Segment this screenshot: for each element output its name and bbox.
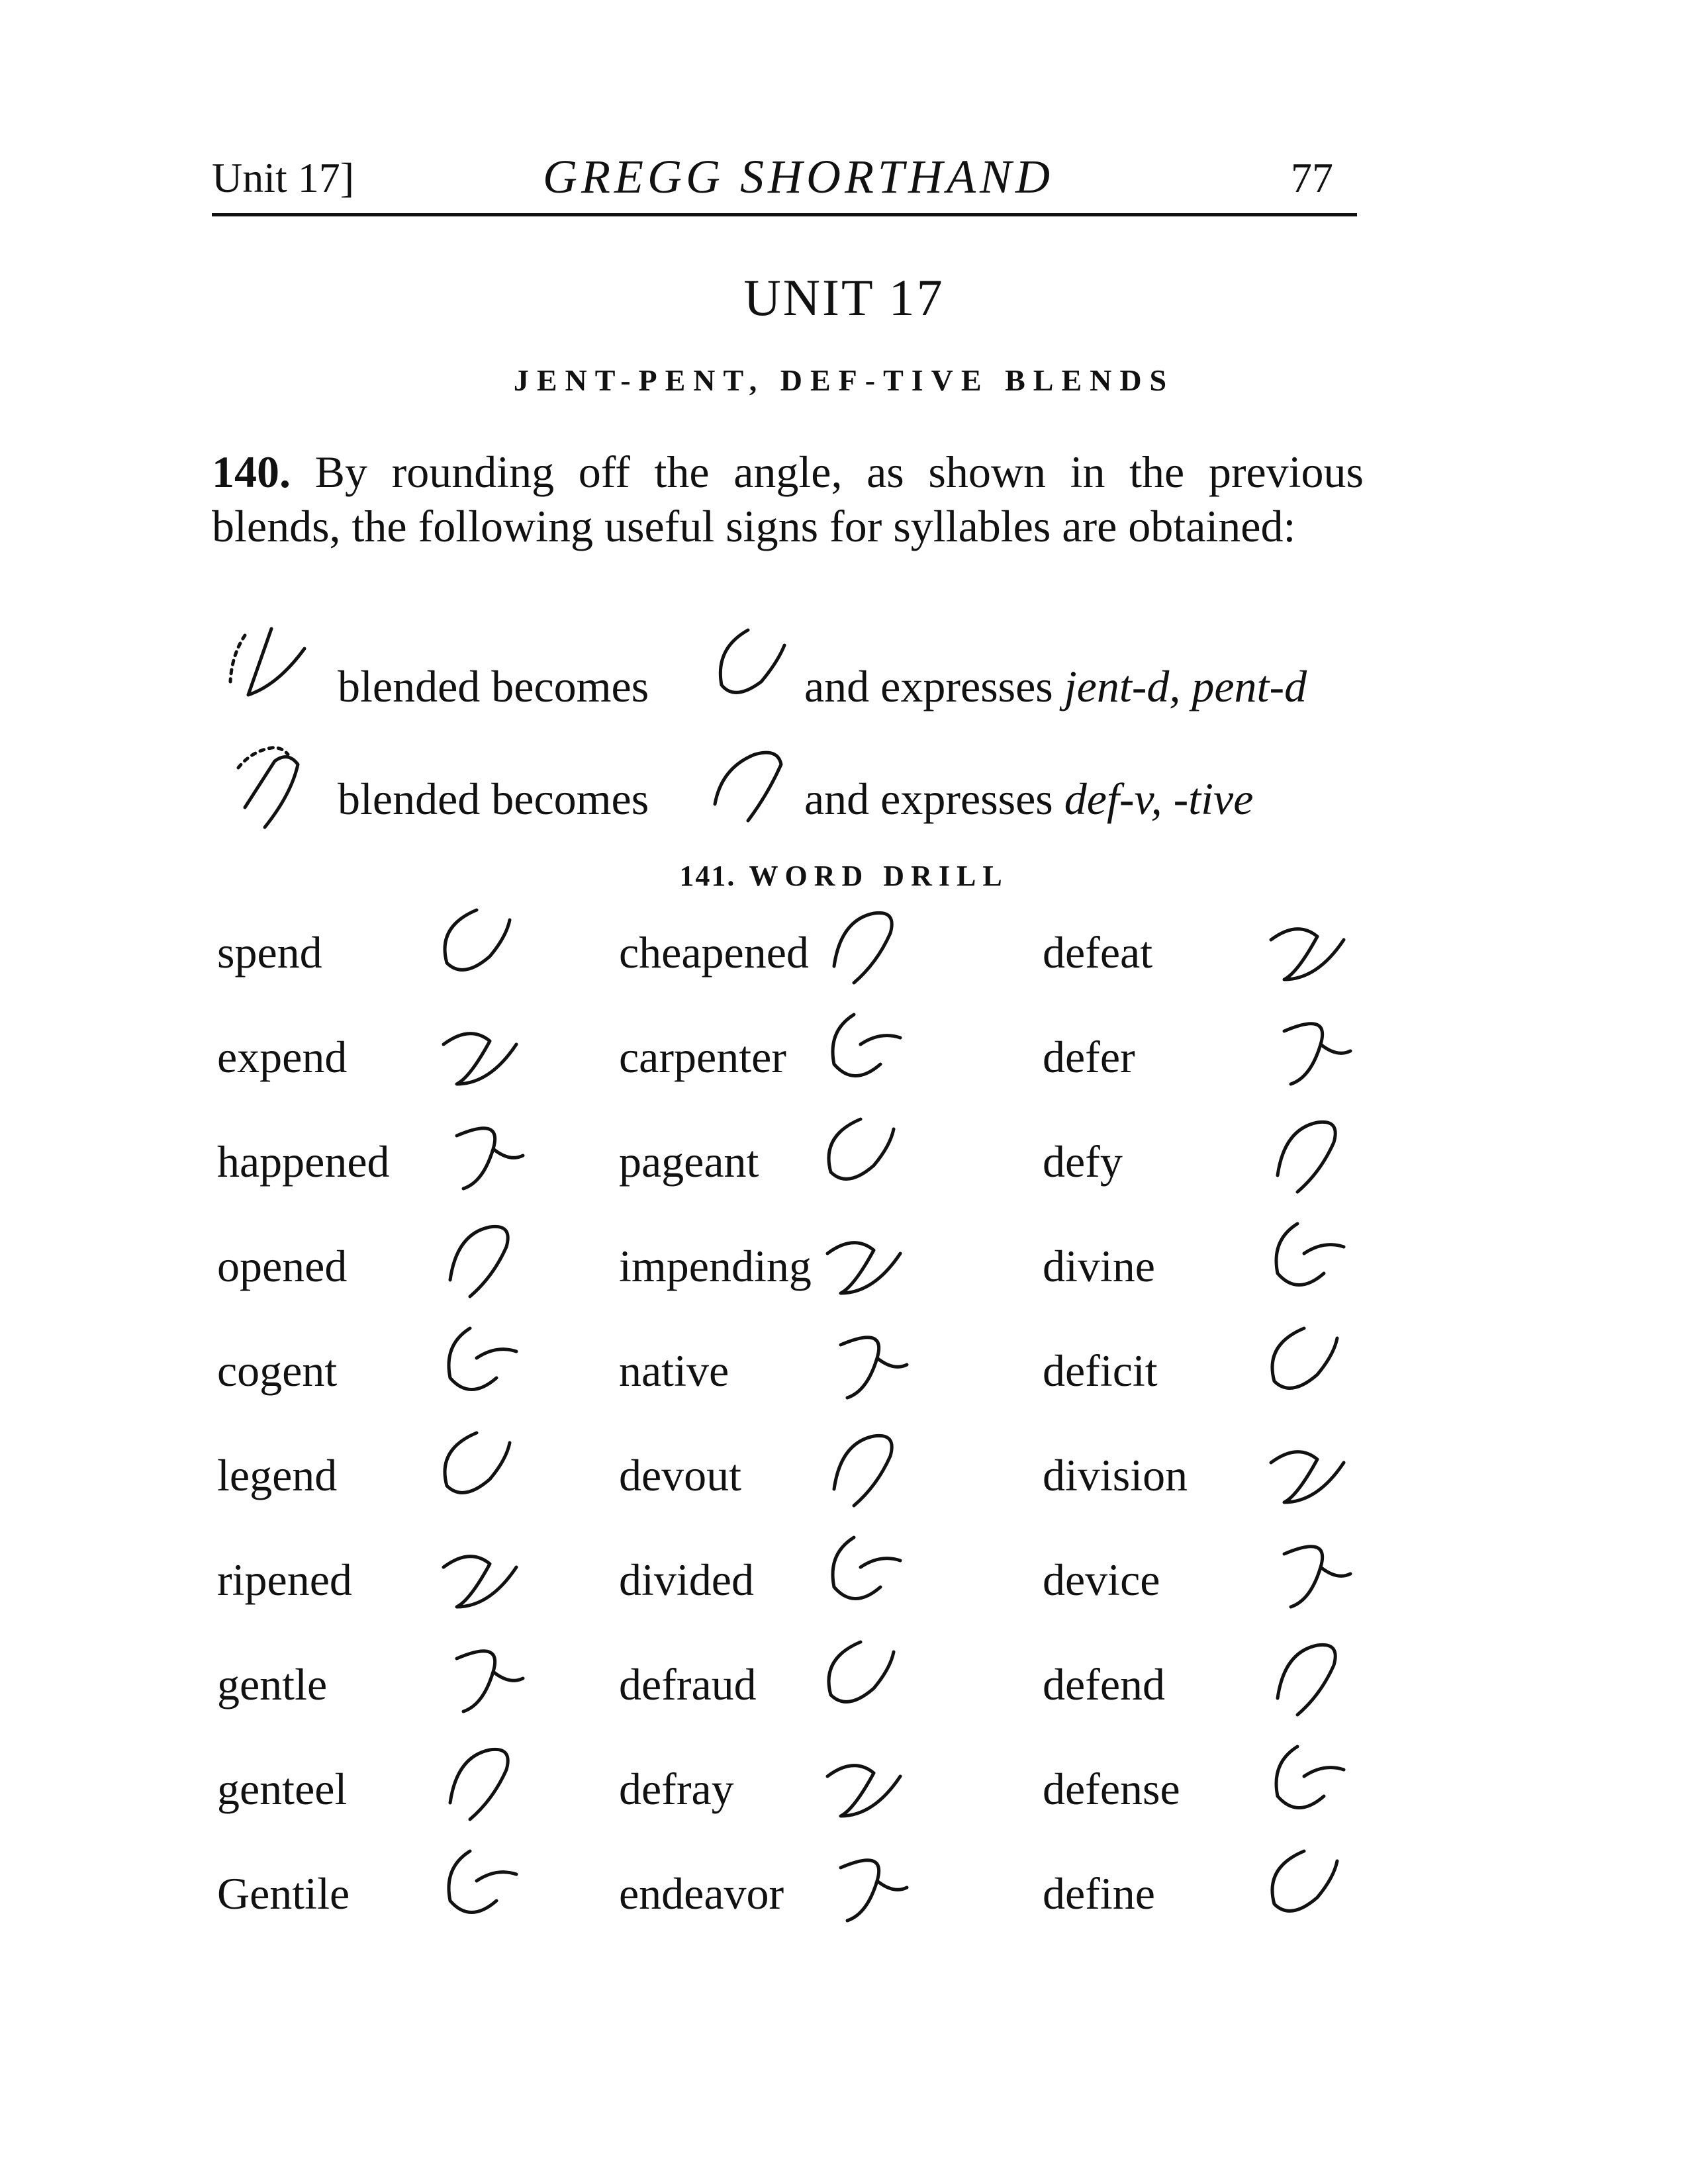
drill-word: defeat [1043, 927, 1153, 978]
drill-word: defy [1043, 1136, 1123, 1187]
drill-word: division [1043, 1450, 1188, 1500]
drill-word: Gentile [217, 1868, 350, 1919]
word-drill-heading [0, 859, 1688, 893]
drill-word: gentle [217, 1659, 328, 1709]
unit-subtitle: JENT-PENT, DEF-TIVE BLENDS [513, 363, 1175, 397]
shorthand-outline-icon [1258, 1109, 1364, 1202]
blend-row-jent [212, 622, 1377, 721]
shorthand-outline-icon [430, 1214, 536, 1306]
section-140-paragraph [212, 445, 1364, 553]
jent-blended-shorthand-icon [702, 622, 794, 708]
drill-word: genteel [217, 1764, 348, 1814]
blend-row-def [212, 735, 1377, 834]
jent-unblended-shorthand-icon [218, 622, 318, 715]
shorthand-outline-icon [430, 900, 536, 993]
shorthand-outline-icon [1258, 1423, 1364, 1516]
def-unblended-shorthand-icon [218, 735, 318, 834]
shorthand-outline-icon [814, 1841, 920, 1934]
section-text: By rounding off the angle, as shown in the previous blends, the following useful signs for syllables are obtained: [212, 447, 1364, 551]
shorthand-outline-icon [814, 1109, 920, 1202]
shorthand-outline-icon [1258, 1841, 1364, 1934]
drill-word: defray [619, 1764, 734, 1814]
drill-title: WORD DRILL [749, 860, 1009, 892]
shorthand-outline-icon [814, 900, 920, 993]
shorthand-outline-icon [430, 1841, 536, 1934]
drill-word: define [1043, 1868, 1155, 1919]
shorthand-outline-icon [1258, 1005, 1364, 1097]
shorthand-outline-icon [430, 1423, 536, 1516]
drill-word: carpenter [619, 1032, 786, 1082]
shorthand-outline-icon [1258, 1737, 1364, 1829]
blend-value: def-v, -tive [1064, 774, 1254, 824]
shorthand-outline-icon [1258, 1318, 1364, 1411]
shorthand-outline-icon [1258, 1214, 1364, 1306]
unit-title: UNIT 17 [743, 269, 945, 326]
def-blended-shorthand-icon [702, 741, 801, 827]
drill-word: endeavor [619, 1868, 784, 1919]
header-rule [212, 213, 1357, 216]
page-number: 77 [1291, 154, 1333, 201]
drill-word: defer [1043, 1032, 1135, 1082]
shorthand-outline-icon [1258, 1632, 1364, 1725]
section-number: 141. [679, 860, 736, 892]
shorthand-outline-icon [814, 1005, 920, 1097]
shorthand-outline-icon [814, 1318, 920, 1411]
shorthand-outline-icon [430, 1632, 536, 1725]
drill-word: devout [619, 1450, 742, 1500]
blend-value: jent-d, pent-d [1064, 661, 1307, 711]
drill-word: defraud [619, 1659, 757, 1709]
shorthand-outline-icon [814, 1737, 920, 1829]
shorthand-outline-icon [814, 1214, 920, 1306]
drill-word: device [1043, 1555, 1160, 1605]
section-number: 140. [212, 447, 291, 497]
running-head-unit: Unit 17] [212, 154, 355, 201]
shorthand-outline-icon [430, 1527, 536, 1620]
drill-word: expend [217, 1032, 348, 1082]
drill-word: cheapened [619, 927, 809, 978]
drill-word: defend [1043, 1659, 1166, 1709]
drill-word: happened [217, 1136, 390, 1187]
drill-word: divine [1043, 1241, 1155, 1291]
shorthand-outline-icon [814, 1423, 920, 1516]
shorthand-outline-icon [814, 1632, 920, 1725]
drill-word: opened [217, 1241, 348, 1291]
drill-word: spend [217, 927, 322, 978]
drill-word: divided [619, 1555, 754, 1605]
shorthand-outline-icon [814, 1527, 920, 1620]
shorthand-outline-icon [1258, 900, 1364, 993]
drill-word: native [619, 1345, 729, 1396]
blend-label: blended becomes [338, 661, 649, 711]
shorthand-outline-icon [430, 1737, 536, 1829]
drill-word: impending [619, 1241, 812, 1291]
drill-word: defense [1043, 1764, 1180, 1814]
drill-word: cogent [217, 1345, 338, 1396]
drill-word: pageant [619, 1136, 759, 1187]
blend-label: blended becomes [338, 774, 649, 824]
blend-expresses: and expresses def-v, -tive [804, 774, 1254, 824]
blend-expresses: and expresses jent-d, pent-d [804, 661, 1307, 711]
shorthand-outline-icon [430, 1109, 536, 1202]
drill-word: deficit [1043, 1345, 1158, 1396]
drill-word: ripened [217, 1555, 352, 1605]
shorthand-outline-icon [430, 1318, 536, 1411]
shorthand-outline-icon [1258, 1527, 1364, 1620]
drill-word: legend [217, 1450, 338, 1500]
shorthand-outline-icon [430, 1005, 536, 1097]
running-head-title: GREGG SHORTHAND [543, 150, 1054, 203]
